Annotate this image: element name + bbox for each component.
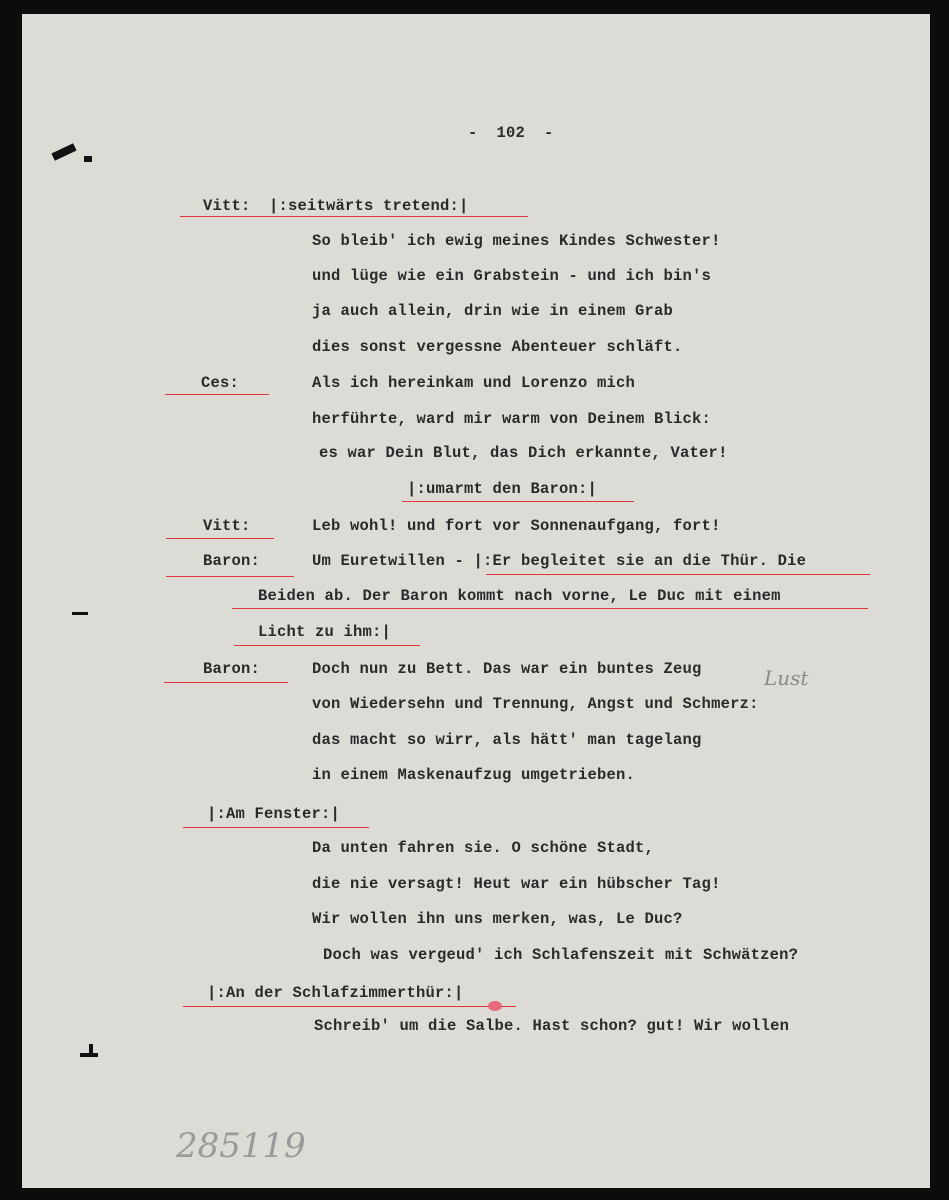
speaker-label: Ces:: [201, 374, 240, 392]
verse-line: in einem Maskenaufzug umgetrieben.: [312, 766, 636, 784]
verse-line: Doch nun zu Bett. Das war ein buntes Zeug: [312, 660, 702, 678]
stage-direction: |:seitwärts tretend:|: [269, 197, 469, 215]
page-number: - 102 -: [468, 124, 554, 142]
verse-line: Als ich hereinkam und Lorenzo mich: [312, 374, 636, 392]
red-underline: [402, 501, 634, 502]
pencil-correction: Lust: [764, 666, 809, 690]
verse-line: So bleib' ich ewig meines Kindes Schwester!: [312, 232, 721, 250]
red-underline: [165, 394, 269, 395]
stage-direction: |:An der Schlafzimmerthür:|: [207, 984, 464, 1002]
verse-line: Wir wollen ihn uns merken, was, Le Duc?: [312, 910, 683, 928]
punch-mark: [72, 612, 88, 615]
stage-direction: |:umarmt den Baron:|: [407, 480, 598, 498]
red-underline: [232, 608, 868, 609]
verse-line: Schreib' um die Salbe. Hast schon? gut! Wir wollen: [314, 1017, 790, 1035]
verse-line: dies sonst vergessne Abenteuer schläft.: [312, 338, 683, 356]
speaker-label: Vitt:: [203, 197, 251, 215]
verse-line: und lüge wie ein Grabstein - und ich bin's: [312, 267, 712, 285]
punch-mark: [89, 1044, 93, 1056]
archive-number: 285119: [176, 1126, 306, 1166]
verse-line: Leb wohl! und fort vor Sonnenaufgang, fort!: [312, 517, 721, 535]
speaker-label: Vitt:: [203, 517, 251, 535]
stage-direction: Beiden ab. Der Baron kommt nach vorne, Le Duc mit einem: [258, 587, 781, 605]
red-underline: [180, 216, 528, 217]
red-underline: [183, 1006, 516, 1007]
verse-line: Um Euretwillen - |:Er begleitet sie an die Thür. Die: [312, 552, 807, 570]
verse-line: ja auch allein, drin wie in einem Grab: [312, 302, 674, 320]
stage-direction: Licht zu ihm:|: [258, 623, 392, 641]
verse-line: von Wiedersehn und Trennung, Angst und Schmerz:: [312, 695, 759, 713]
punch-mark: [84, 156, 92, 162]
red-underline: [164, 682, 288, 683]
verse-line: es war Dein Blut, das Dich erkannte, Vater!: [319, 444, 728, 462]
stage-direction: |:Am Fenster:|: [207, 805, 341, 823]
verse-line: Doch was vergeud' ich Schlafenszeit mit Schwätzen?: [323, 946, 799, 964]
verse-line: die nie versagt! Heut war ein hübscher Tag!: [312, 875, 721, 893]
verse-line: Da unten fahren sie. O schöne Stadt,: [312, 839, 655, 857]
red-ink-blot: [488, 1001, 502, 1011]
red-underline: [166, 576, 294, 577]
red-underline: [486, 574, 870, 575]
red-underline: [234, 645, 420, 646]
verse-line: herführte, ward mir warm von Deinem Blick:: [312, 410, 712, 428]
speaker-label: Baron:: [203, 660, 261, 678]
verse-line: das macht so wirr, als hätt' man tagelang: [312, 731, 702, 749]
red-underline: [166, 538, 274, 539]
speaker-label: Baron:: [203, 552, 261, 570]
red-underline: [183, 827, 369, 828]
